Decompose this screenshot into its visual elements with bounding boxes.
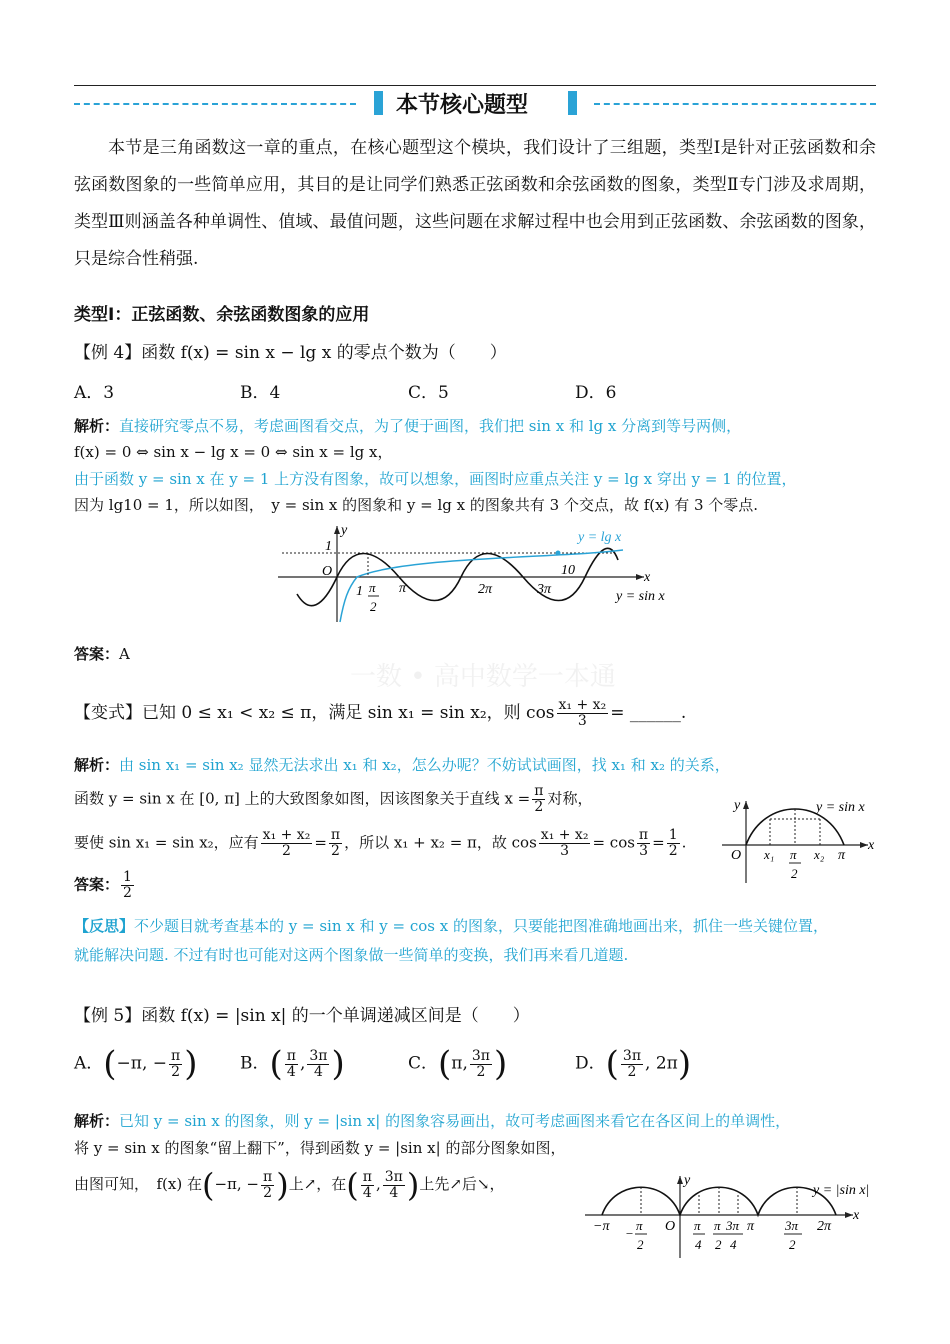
variant-s3-a: 要使 sin x₁ = sin x₂，应有	[74, 833, 259, 852]
ex5-s3-f3-num: 3π	[384, 1168, 403, 1185]
ex4-fig-x-label: x	[644, 570, 651, 585]
variant-s3-f1-num: x₁ + x₂	[262, 827, 311, 843]
ex5-choice-c-den: 2	[476, 1063, 486, 1080]
watermark: 一数 • 高中数学一本通	[350, 662, 616, 692]
ex5-analysis-s3: 由图可知， f(x) 在(−π, − $\frac{\pi}{2}$ )上↗，在( $\frac{\pi}{4}$ , $\frac{3\pi}{4}$ )上先↗后↘，	[74, 1166, 505, 1204]
ex5-choice-c: C．(π, $\frac{3\pi}{2}$ )	[408, 1044, 508, 1084]
variant-fig-pi2-num: π	[790, 847, 797, 862]
variant-s3-f2-num: π	[330, 827, 341, 843]
ex4-analysis-s2: f(x) = 0 ⇔ sin x − lg x = 0 ⇔ sin x = lg x，	[74, 443, 393, 461]
reflection-text1: 不少题目就考查基本的 y = sin x 和 y = cos x 的图象，只要能把图准确地画出来，抓住一些关键位置，	[134, 917, 828, 935]
header-dashes-right	[594, 103, 876, 105]
ex5-choice-b: B．( $\frac{\pi}{4}$ , $\frac{3\pi}{4}$ )	[240, 1044, 345, 1084]
variant-analysis-line1	[74, 754, 876, 775]
ex5-choice-d: D．( $\frac{3\pi}{2}$ , 2π)	[575, 1044, 692, 1084]
variant-s3-f1-den: 2	[282, 843, 291, 859]
variant-answer-frac	[121, 870, 134, 901]
variant-fig-x2: x₂	[814, 847, 825, 862]
ex5-choice-a-label: A．	[74, 1053, 104, 1074]
ex5-fig-neg-pi2-num: π	[636, 1218, 643, 1233]
variant-s3-frac4	[637, 828, 650, 859]
ex4-figure	[278, 520, 678, 625]
ex5-fig-neg-pi2-minus: −	[625, 1226, 634, 1241]
ex5-fig-3pi4-den: 4	[730, 1237, 737, 1252]
ex5-s3-f2-den: 4	[362, 1184, 372, 1201]
variant-fig-x-label: x	[868, 838, 875, 853]
variant-fig-x-arrow	[860, 842, 868, 848]
ex4-fig-one-x: 1	[356, 584, 363, 599]
ex4-fig-ten: 10	[561, 563, 575, 578]
variant-q-post: = ______.	[610, 703, 687, 723]
ex5-s3-f1-den: 2	[263, 1184, 273, 1201]
variant-s3-frac1	[261, 828, 313, 859]
ex5-choice-d-num: 3π	[622, 1047, 642, 1064]
ex5-choice-b-den2: 4	[313, 1063, 323, 1080]
ex4-answer-label: 答案：	[74, 645, 120, 663]
variant-fig-y-label: y	[734, 798, 741, 813]
ex5-choice-d-post: , 2π	[645, 1053, 678, 1074]
ex5-fig-y-arrow	[677, 1176, 683, 1184]
ex5-s3-c: 上↗，在	[288, 1175, 347, 1193]
variant-question-line	[74, 698, 876, 729]
ex5-choice-b-frac2	[307, 1049, 329, 1080]
ex4-fig-point-10	[556, 551, 561, 556]
ex5-question-line	[74, 1001, 876, 1026]
ex4-analysis-line1	[74, 415, 876, 436]
ex4-fig-lg-label: y = lg x	[578, 530, 622, 545]
ex5-choice-c-pre: π,	[451, 1053, 468, 1074]
variant-s3-frac3	[539, 828, 591, 859]
ex5-fig-pi: π	[747, 1219, 755, 1234]
ex5-analysis-label: 解析：	[74, 1112, 120, 1130]
ex5-fig-2pi: 2π	[817, 1219, 832, 1234]
variant-s3-f2-den: 2	[331, 843, 340, 859]
ex5-fig-y-label: y	[684, 1173, 691, 1188]
ex4-choice-b: B．4	[240, 383, 281, 403]
ex5-s3-a: 由图可知， f(x) 在	[74, 1175, 202, 1193]
ex5-fig-3pi2-den: 2	[789, 1237, 796, 1252]
header-bar-right	[568, 91, 577, 115]
type1-heading: 类型Ⅰ：正弦函数、余弦函数图象的应用	[74, 305, 370, 325]
variant-s3-b: ，所以 x₁ + x₂ = π，故 cos	[344, 833, 537, 852]
variant-analysis-s1: 由 sin x₁ = sin x₂ 显然无法求出 x₁ 和 x₂，怎么办呢？不妨试试画图，找 x₁ 和 x₂ 的关系，	[119, 756, 730, 774]
ex5-analysis-line1	[74, 1110, 876, 1131]
variant-fig-y-arrow	[743, 801, 749, 809]
ex4-fig-one-y: 1	[325, 539, 332, 554]
ex5-s3-b: −π, −	[214, 1175, 259, 1193]
section-title: 本节核心题型	[396, 93, 529, 118]
ex4-x-arrow	[636, 574, 644, 580]
ex5-choice-c-num: 3π	[471, 1047, 490, 1064]
ex5-fig-x-label: x	[853, 1208, 860, 1223]
variant-q-frac-num: x₁ + x₂	[558, 697, 607, 713]
ex5-choice-b-label: B．	[240, 1053, 270, 1074]
ex5-choice-a-den: 2	[171, 1063, 181, 1080]
variant-q-pre: 已知 0 ≤ x₁ < x₂ ≤ π，满足 sin x₁ = sin x₂，则 cos	[142, 703, 555, 723]
ex4-choice-d: D．6	[575, 383, 617, 403]
variant-s2-post: 对称，	[547, 789, 593, 808]
ex5-fig-3pi2-num: 3π	[785, 1218, 799, 1233]
ex5-figure	[585, 1172, 875, 1260]
variant-q-frac	[557, 698, 609, 729]
ex5-s3-f3-den: 4	[389, 1184, 399, 1201]
ex4-analysis-s1: 直接研究零点不易，考虑画图看交点，为了便于画图，我们把 sin x 和 lg x 分离到等号两侧，	[119, 417, 742, 435]
variant-s2-frac-den: 2	[534, 799, 544, 815]
ex5-choice-a-pre: −π, −	[116, 1053, 168, 1074]
header-bar-left	[374, 91, 383, 115]
variant-analysis-label: 解析：	[74, 756, 120, 774]
ex5-choice-d-frac	[621, 1049, 643, 1080]
ex5-fig-3pi4-num: 3π	[726, 1218, 740, 1233]
ex4-analysis-s3: 由于函数 y = sin x 在 y = 1 上方没有图象，故可以想象，画图时应重点关注 y = lg x 穿出 y = 1 的位置，	[74, 470, 797, 488]
ex5-fig-pi4-den: 4	[695, 1237, 702, 1252]
ex5-choice-b-num1: π	[286, 1047, 296, 1064]
variant-s3-end: .	[681, 833, 687, 852]
ex5-fig-origin: O	[665, 1219, 676, 1234]
ex5-fig-neg-pi: −π	[593, 1219, 610, 1234]
ex4-tag: 【例 4】	[74, 343, 142, 363]
variant-tag: 【变式】	[74, 703, 142, 723]
ex4-answer: A	[119, 645, 130, 663]
ex5-choice-c-frac	[470, 1049, 492, 1080]
ex5-s3-f1-num: π	[263, 1168, 273, 1185]
ex4-fig-origin: O	[322, 564, 333, 579]
variant-s3-frac5	[667, 828, 680, 859]
ex5-s3-frac3	[383, 1170, 405, 1201]
ex5-choice-b-den1: 4	[286, 1063, 296, 1080]
ex4-fig-3pi: 3π	[537, 582, 552, 597]
ex5-fig-pi2-num: π	[714, 1218, 721, 1233]
variant-s3-f5-num: 1	[668, 827, 678, 843]
variant-fig-origin: O	[731, 848, 742, 863]
variant-figure	[722, 795, 882, 887]
ex5-choice-b-frac1	[285, 1049, 298, 1080]
ex5-fig-neg-pi2-den: 2	[637, 1237, 644, 1252]
intro-paragraph: 本节是三角函数这一章的重点，在核心题型这个模块，我们设计了三组题，类型Ⅰ是针对正弦函数和余弦函数图象的一些简单应用，其目的是让同学们熟悉正弦函数和余弦函数的图象，类型Ⅱ专门涉及求周期，类型Ⅲ则涵盖各种单调性、值域、最值问题，这些问题在求解过程中也会用到正弦函数、余弦函数的图象，只是综合性稍强.	[74, 138, 876, 269]
variant-s3-c: = cos	[592, 833, 635, 852]
ex5-fig-pi2-den: 2	[715, 1237, 722, 1252]
variant-s3-f4-den: 3	[639, 843, 648, 859]
ex4-analysis-s4: 因为 lg10 = 1，所以如图， y = sin x 的图象和 y = lg x 的图象共有 3 个交点，故 f(x) 有 3 个零点.	[74, 496, 759, 514]
reflection-label: 【反思】	[74, 917, 135, 935]
variant-answer-num: 1	[123, 869, 132, 885]
ex5-s3-frac2	[361, 1170, 374, 1201]
ex5-s3-d: 上先↗后↘，	[419, 1175, 505, 1193]
ex5-analysis-s2: 将 y = sin x 的图象“留上翻下”，得到函数 y = |sin x| 的部分图象如图，	[74, 1139, 566, 1157]
ex5-choice-d-label: D．	[575, 1053, 606, 1074]
variant-answer-den: 2	[123, 885, 132, 901]
ex4-analysis-label: 解析：	[74, 417, 120, 435]
ex4-fig-sin-label: y = sin x	[616, 589, 665, 604]
ex4-question: 函数 f(x) = sin x − lg x 的零点个数为（ ）	[141, 343, 507, 363]
variant-fig-pi: π	[838, 848, 846, 863]
ex4-fig-pi2-den: 2	[370, 599, 377, 614]
ex4-choice-a: A．3	[74, 383, 115, 403]
ex5-analysis-s1: 已知 y = sin x 的图象，则 y = |sin x| 的图象容易画出，故可考虑画图来看它在各区间上的单调性，	[119, 1112, 791, 1130]
variant-s3-d: =	[652, 833, 665, 852]
variant-s3-eq: =	[314, 833, 327, 852]
variant-answer-label: 答案：	[74, 875, 120, 894]
ex4-question-line	[74, 338, 876, 363]
ex5-choice-a-frac	[169, 1049, 182, 1080]
reflection-text2: 就能解决问题. 不过有时也可能对这两个图象做一些简单的变换，我们再来看几道题.	[74, 946, 629, 964]
variant-s3-frac2	[329, 828, 342, 859]
ex5-tag: 【例 5】	[74, 1006, 142, 1026]
ex4-fig-pi: π	[399, 581, 407, 596]
variant-s2-pre: 函数 y = sin x 在 [0, π] 上的大致图象如图，因该图象关于直线 x =	[74, 789, 531, 808]
header-rule	[74, 85, 876, 86]
ex4-choice-c: C．5	[408, 383, 449, 403]
variant-q-frac-den: 3	[577, 713, 587, 729]
variant-fig-label: y = sin x	[816, 800, 865, 815]
ex5-fig-x-arrow	[845, 1212, 853, 1218]
ex4-y-arrow	[334, 526, 340, 534]
ex5-question: 函数 f(x) = |sin x| 的一个单调递减区间是（ ）	[141, 1006, 530, 1026]
variant-s2-frac-num: π	[534, 783, 544, 799]
variant-s2-frac	[532, 784, 545, 815]
ex5-s3-f2-num: π	[362, 1168, 372, 1185]
variant-fig-pi2-den: 2	[791, 866, 798, 881]
variant-s3-f4-num: π	[638, 827, 649, 843]
ex5-choice-c-label: C．	[408, 1053, 439, 1074]
ex5-fig-pi4-num: π	[694, 1218, 701, 1233]
variant-s3-f5-den: 2	[668, 843, 678, 859]
ex5-choice-a: A．(−π, − $\frac{\pi}{2}$ )	[74, 1044, 198, 1084]
ex5-choice-b-num2: 3π	[309, 1047, 328, 1064]
ex4-fig-2pi: 2π	[478, 582, 493, 597]
ex5-choice-d-den: 2	[627, 1063, 637, 1080]
variant-s3-f3-den: 3	[560, 843, 570, 859]
ex5-choice-a-num: π	[171, 1047, 181, 1064]
ex5-fig-label: y = |sin x|	[813, 1183, 870, 1198]
ex4-fig-pi2-num: π	[369, 580, 376, 595]
ex5-s3-frac1	[261, 1170, 274, 1201]
variant-fig-x1: x₁	[764, 847, 775, 862]
reflection-line1	[74, 915, 876, 936]
variant-s3-f3-num: x₁ + x₂	[540, 827, 589, 843]
header-dashes-left	[74, 103, 356, 105]
ex4-fig-y-label: y	[341, 523, 348, 538]
